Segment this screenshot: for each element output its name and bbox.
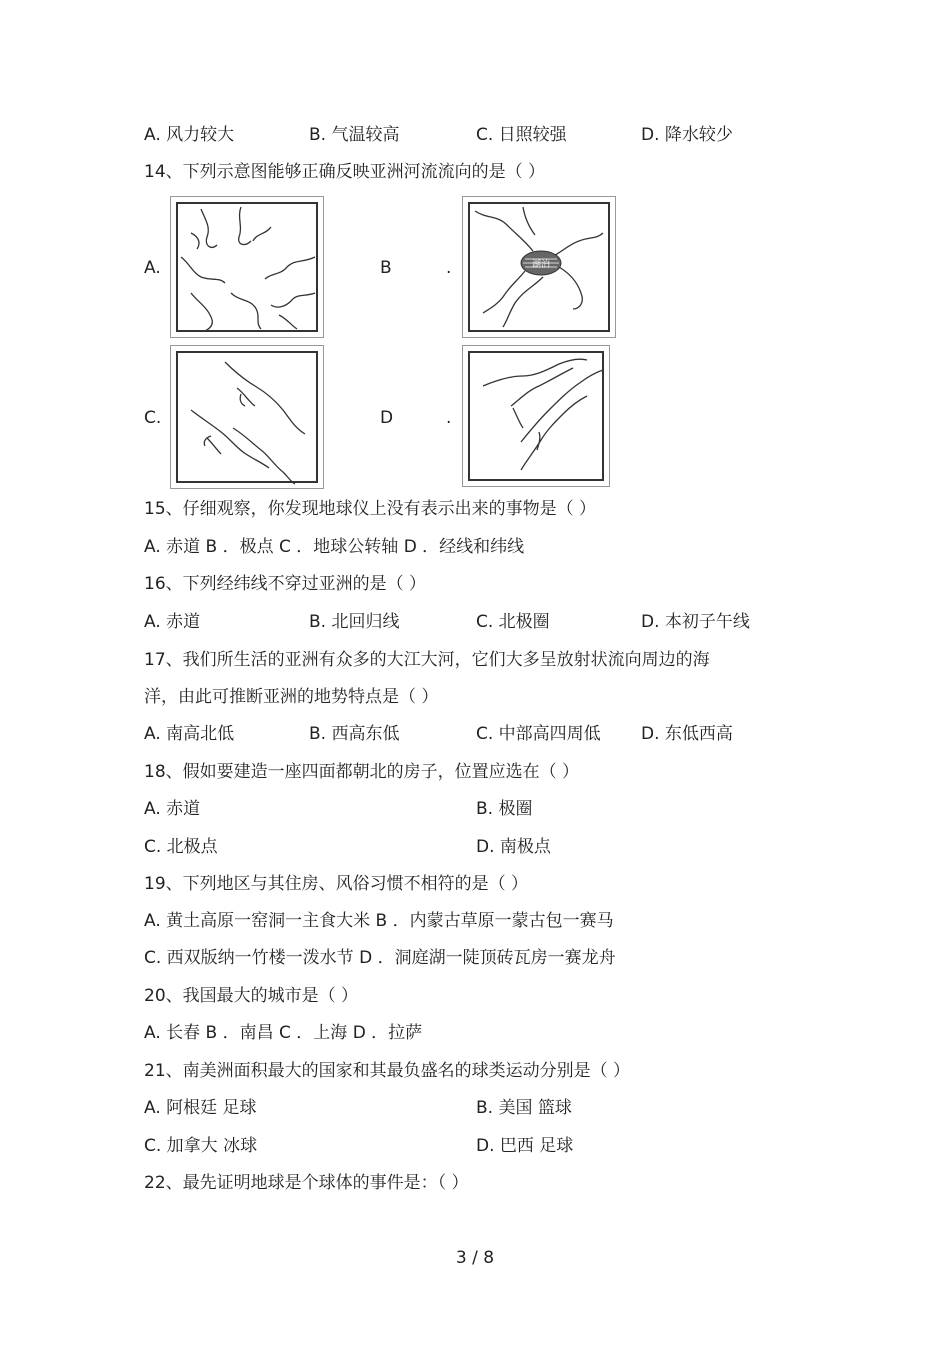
river-map-c bbox=[170, 345, 324, 489]
q13-option-d: D. 降水较少 bbox=[641, 125, 733, 145]
river-map-b-drawing bbox=[463, 197, 615, 337]
q14-stem: 14、下列示意图能够正确反映亚洲河流流向的是（ ） bbox=[144, 162, 546, 182]
q21-stem: 21、南美洲面积最大的国家和其最负盛名的球类运动分别是（ ） bbox=[144, 1061, 631, 1081]
river-map-a bbox=[170, 196, 324, 338]
river-map-b bbox=[462, 196, 616, 338]
q14-label-c: C. bbox=[144, 408, 162, 428]
q17-option-b: B. 西高东低 bbox=[309, 724, 400, 744]
river-map-d-drawing bbox=[463, 346, 609, 486]
q16-option-b: B. 北回归线 bbox=[309, 612, 400, 632]
q18-stem: 18、假如要建造一座四面都朝北的房子，位置应选在（ ） bbox=[144, 762, 580, 782]
q17-stem-line2: 洋，由此可推断亚洲的地势特点是（ ） bbox=[144, 687, 439, 707]
q14-label-b-dot: . bbox=[446, 258, 452, 278]
q14-label-d-dot: . bbox=[446, 408, 452, 428]
q13-option-a: A. 风力较大 bbox=[144, 125, 235, 145]
q17-option-a: A. 南高北低 bbox=[144, 724, 235, 744]
q17-stem-line1: 17、我们所生活的亚洲有众多的大江大河，它们大多呈放射状流向周边的海 bbox=[144, 650, 710, 670]
q15-stem: 15、仔细观察，你发现地球仪上没有表示出来的事物是（ ） bbox=[144, 499, 597, 519]
q19-stem: 19、下列地区与其住房、风俗习惯不相符的是（ ） bbox=[144, 874, 529, 894]
q21-option-b: B. 美国 篮球 bbox=[476, 1098, 572, 1118]
q21-option-d: D. 巴西 足球 bbox=[476, 1136, 574, 1156]
q19-options-line1: A. 黄土高原一窑洞一主食大米 B ．内蒙古草原一蒙古包一赛马 bbox=[144, 911, 614, 931]
river-map-a-drawing bbox=[171, 197, 323, 337]
q16-option-c: C. 北极圈 bbox=[476, 612, 550, 632]
q13-option-b: B. 气温较高 bbox=[309, 125, 400, 145]
q18-option-a: A. 赤道 bbox=[144, 799, 201, 819]
q18-option-c: C. 北极点 bbox=[144, 837, 218, 857]
river-map-c-drawing bbox=[171, 346, 323, 488]
q21-option-c: C. 加拿大 冰球 bbox=[144, 1136, 258, 1156]
q16-option-d: D. 本初子午线 bbox=[641, 612, 750, 632]
q22-stem: 22、最先证明地球是个球体的事件是：（ ） bbox=[144, 1173, 469, 1193]
q21-option-a: A. 阿根廷 足球 bbox=[144, 1098, 257, 1118]
lake-label: 湖泊 bbox=[531, 260, 551, 270]
q18-option-b: B. 极圈 bbox=[476, 799, 533, 819]
q14-label-b: B bbox=[380, 258, 392, 278]
q20-stem: 20、我国最大的城市是（ ） bbox=[144, 986, 359, 1006]
q14-label-a: A. bbox=[144, 258, 161, 278]
q19-options-line2: C. 西双版纳一竹楼一泼水节 D ．洞庭湖一陡顶砖瓦房一赛龙舟 bbox=[144, 948, 616, 968]
q14-label-d: D bbox=[380, 408, 394, 428]
q17-option-d: D. 东低西高 bbox=[641, 724, 733, 744]
river-map-d bbox=[462, 345, 610, 487]
q13-option-c: C. 日照较强 bbox=[476, 125, 567, 145]
q16-option-a: A. 赤道 bbox=[144, 612, 201, 632]
q16-stem: 16、下列经纬线不穿过亚洲的是（ ） bbox=[144, 574, 427, 594]
q15-options: A. 赤道 B ．极点 C ．地球公转轴 D ．经线和纬线 bbox=[144, 537, 525, 557]
page-number: 3 / 8 bbox=[455, 1248, 495, 1268]
q20-options: A. 长春 B ．南昌 C ．上海 D ．拉萨 bbox=[144, 1023, 423, 1043]
q17-option-c: C. 中部高四周低 bbox=[476, 724, 601, 744]
q18-option-d: D. 南极点 bbox=[476, 837, 551, 857]
